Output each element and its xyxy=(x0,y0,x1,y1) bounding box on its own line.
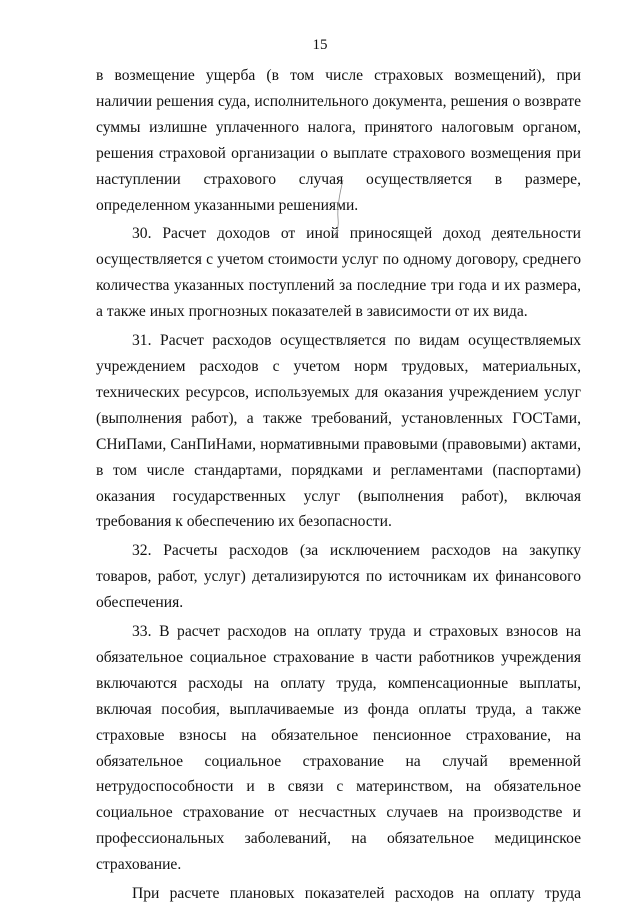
scan-pen-mark xyxy=(333,178,345,240)
paragraph-continuation: в возмещение ущерба (в том числе страховых возмещений), при наличии решения суда, исполнительного документа, решения о возврате суммы излишне уплаченного налога, принятого налоговым органом, решения страховой организации о выплате страхового возмещения при наступлении страхового случая осуществляется в размере, определенном указанными решениями. xyxy=(96,67,581,214)
paragraph-33: 33. В расчет расходов на оплату труда и страховых взносов на обязательное социальное страхование в части работников учреждения включаются расходы на оплату труда, компенсационные выплаты, включая пособия, выплачиваемые из фонда оплаты труда, а также страховые взносы на обязательное пенсионное страхование, на обязательное социальное страхование на случай временной нетрудоспособности и в связи с материнством, на обязательное социальное страхование от несчастных случаев на производстве и профессиональных заболеваний, на обязательное медицинское страхование. xyxy=(96,623,581,874)
page-number: 15 xyxy=(312,37,328,53)
paragraph-planning-start: При расчете плановых показателей расходов на оплату труда xyxy=(132,885,581,903)
paragraph-30: 30. Расчет доходов от иной приносящей доход деятельности осуществляется с учетом стоимости услуг по одному договору, среднего количества указанных поступлений за последние три года и их размера, а также иных прогнозных показателей в зависимости от их вида. xyxy=(96,225,581,321)
paragraph-31: 31. Расчет расходов осуществляется по видам осуществляемых учреждением расходов с учетом норм трудовых, материальных, технических ресурсов, используемых для оказания учреждением услуг (выполнения работ), а также требований, установленных ГОСТами, СНиПами, СанПиНами, нормативными правовыми (правовыми) актами, в том числе стандартами, порядками и регламентами (паспортами) оказания государственных услуг (выполнения работ), включая требования к обеспечению их безопасности. xyxy=(96,332,581,531)
paragraph-32: 32. Расчеты расходов (за исключением расходов на закупку товаров, работ, услуг) детализируются по источникам их финансового обеспечения. xyxy=(96,542,581,612)
